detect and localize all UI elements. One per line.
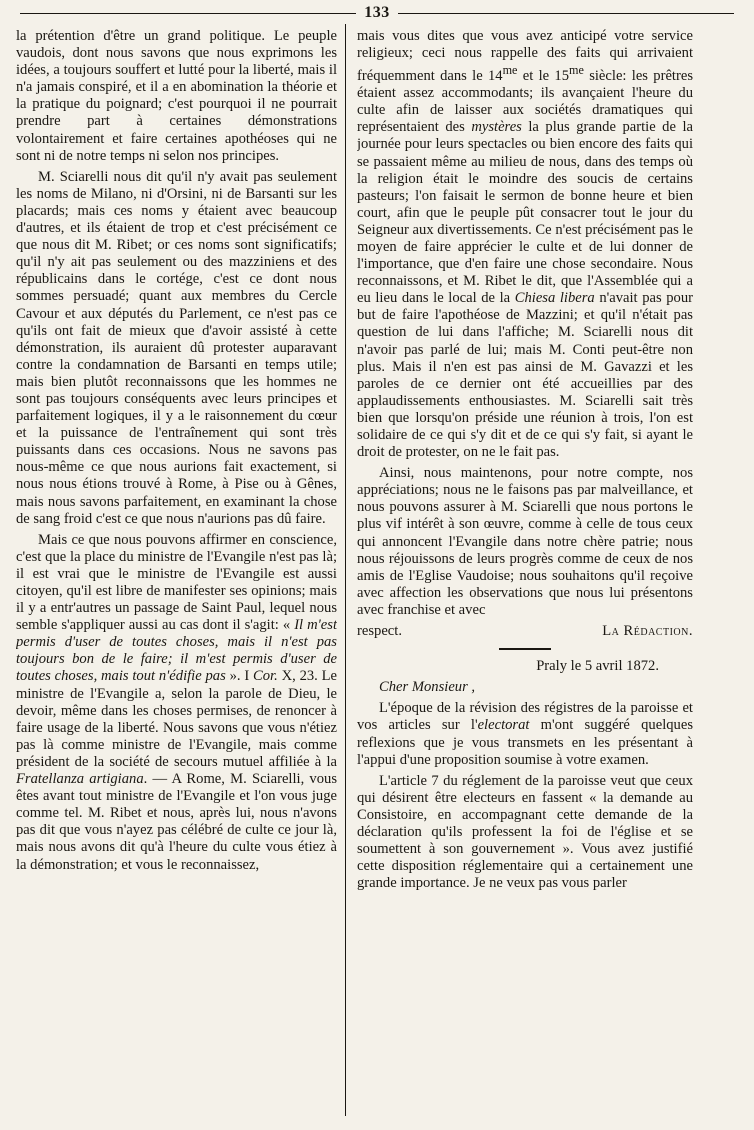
column-divider <box>345 24 346 1116</box>
text-run: X, 23. Le ministre de l'Evangile a, selon la parole de Dieu, le devoir, même dans les choses permises, de renoncer à faire usage de la liberté. Nous savons que vous n'étiez pas là comme ministre de l'Evangile, mais comme président de la société de secours mutuel affiliée à la <box>16 668 337 770</box>
signature: La Rédaction. <box>602 623 693 640</box>
text-run: ». I <box>229 668 250 685</box>
text-run: la plus grande partie de la journée pour leurs spectacles ou bien encore des faits qui se passaient même au milieu de nous, dans des temps où la religion était le moindre des soucis de certains pasteurs; l'on faisait le sermon de bonne heure et bien court, afin que le peuple pût consacrer tout le jour du Seigneur aux divertissements. Ce n'est précisément pas le moyen de faire apprécier le culte et de lui donner de l'importance, que d'en faire une chose secondaire. Nous reconnaissons, et M. Ribet le dit, que l'Assemblée qui a eu lieu dans le local de la <box>357 119 693 307</box>
page-header <box>12 4 742 22</box>
dateline: Praly le 5 avril 1872. <box>536 658 659 675</box>
italic-term: electorat <box>477 717 530 734</box>
paragraph: M. Sciarelli nous dit qu'il n'y avait pas seulement les noms de Milano, ni d'Orsini, ni de Barsanti sur les placards; mais ces noms y étaient avec beaucoup d'autres, et ils étaient de trop et c'est précisément ce que nous dit M. Ribet; or ces noms sont significatifs; qu'il n'y ait pas seulement ou des mazziniens et des républicains dans le cortége, c'est ce dont nous sommes persuadé; quant aux membres du Cercle Cavour et aux députés du Parlement, ce n'est pas ce qu'ils ont fait de mieux que d'avoir assisté à cette démonstration, ils auraient dû protester auparavant contre la condamnation de Barsanti en temps utile; mais bien plutôt reconnaissons que les hommes ne sont pas toujours conséquents avec leurs principes et parfaitement logiques, il y a le raisonnement du cœur et la puissance de l'entraînement qui sont très puissants dans ces occasions. Nous ne savons pas nous-même ce que nous aurions fait exactement, si nous nous étions trouvé à Rome, à Pise ou à Gênes, mais nous savons parfaitement, en examinant la chose de sang froid c'est ce que nous n'aurions pas dû faire. <box>16 168 337 527</box>
text-run: L'époque de la révision des régistres de la paroisse et vos articles sur l' <box>357 700 693 734</box>
text-run: Mais ce que nous pouvons affirmer en conscience, c'est que la place du ministre de l'Evangile n'est pas là; il est vrai que le ministre de l'Evangile est aussi citoyen, qu'il est libre de manifester ses opinions; mais il y a entr'autres un passage de Saint Paul, lequel nous semble s'appliquer aussi au cas dont il s'agit: « <box>16 531 337 634</box>
text-run: siècle: les prêtres étaient assez accommodants; ils avançaient l'heure du culte afin de laisser aux sociétés dramatiques qui représentaient des <box>357 68 693 136</box>
right-column <box>357 28 693 1126</box>
page-number: 133 <box>364 4 390 21</box>
salutation: Cher Monsieur , <box>379 679 476 696</box>
paragraph <box>357 28 693 461</box>
header-rule-right <box>398 13 734 14</box>
scripture-reference: Cor. <box>253 668 278 685</box>
paragraph: Ainsi, nous maintenons, pour notre compte, nos appréciations; nous ne le faisons pas par malveillance, et nous pouvons assurer à M. Sciarelli que nous portons le plus vif intérêt à son œuvre, comme à celle de tous ceux qui annoncent l'Evangile dans notre chère patrie; nous nous réjouissons de leurs progrès comme de ceux de nos amis de l'Eglise Vaudoise; nous souhaitons qu'il reçoive avec affection les observations que nous lui présentons avec franchise et avec <box>357 465 693 618</box>
organization-name: Fratellanza artigiana <box>16 771 144 788</box>
paragraph: la prétention d'être un grand politique. Le peuple vaudois, dont nous savons que nous exprimons les idées, a toujours souffert et lutté pour la liberté, mais il n'a jamais conspiré, et il a en abomination la théorie et la pratique du poignard; c'est pourquoi il ne pourrait prendre part à certaines démonstrations volontairement et faire certaines apothéoses qui ne sont ni de notre temps ni selon nos principes. <box>16 28 337 164</box>
signature-row <box>357 623 693 640</box>
left-column <box>16 28 337 1126</box>
superscript: me <box>569 63 584 78</box>
scripture-quote: Il m'est permis d'user de toutes choses, mais il n'est pas toujours bon de le faire; il m'est permis d'user de toutes choses, mais tout n'édifie pas <box>16 617 337 685</box>
text-run: n'avait pas pour but de faire l'apothéose de Mazzini; et qu'il n'était pas question de lui dans l'affiche; M. Sciarelli nous dit n'avoir pas parlé de lui; mais M. Conti peut-être non plus. Mais il n'en est pas ainsi de M. Gavazzi et les paroles de ce dernier ont été accueillies par des applaudissements enthousiastes. M. Sciarelli sait très bien que lorsqu'on préside une réunion à trois, l'on est solidaire de ce qui s'y dit et de ce qui s'y fait, si ayant le droit de protester, on ne le fait pas. <box>357 290 693 461</box>
text-run: . — A Rome, M. Sciarelli, vous êtes avant tout ministre de l'Evangile et l'on vous juge comme tel. M. Ribet et nous, après lui, nous n'avons pas dit que vous n'ayez pas célébré de culte ce jour là, mais nous avons dit qu'à l'heure du culte vous étiez à la démonstration; et vous le reconnaissez, <box>16 771 337 873</box>
closing-word: respect. <box>357 623 402 640</box>
italic-term: Chiesa libera <box>514 290 595 307</box>
header-rule-left <box>20 13 356 14</box>
paragraph <box>16 532 337 874</box>
superscript: me <box>502 63 518 78</box>
paragraph <box>357 700 693 768</box>
italic-term: mystères <box>471 119 522 136</box>
text-run: mais vous dites que vous avez anticipé votre service religieux; ceci nous rappelle des faits qui arrivaient fréquemment dans le 14 <box>357 28 693 85</box>
section-rule <box>499 648 551 650</box>
text-run: m'ont suggéré quelques reflexions que je vous transmets en les présentant à l'appui d'une proposition soumise à votre examen. <box>357 717 693 768</box>
paragraph: L'article 7 du réglement de la paroisse veut que ceux qui désirent être electeurs en fassent « la demande au Consistoire, en accompagnant cette demande de la déclaration qu'ils professent la foi de l'église et se soumettent à son gouvernement ». Vous avez justifié cette disposition réglementaire qui a certainement une grande importance. Je ne veux pas vous parler <box>357 772 693 892</box>
text-run: et le 15 <box>517 68 570 85</box>
